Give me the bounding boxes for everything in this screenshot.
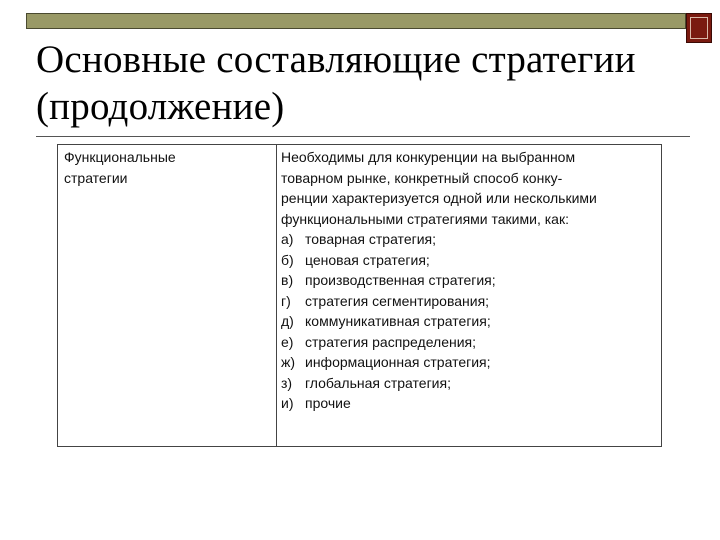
- top-decorative-bar: [26, 13, 686, 29]
- description-line: функциональными стратегиями такими, как:: [281, 210, 569, 227]
- description-line: Необходимы для конкуренции на выбранном: [281, 149, 576, 165]
- list-item: [281, 229, 657, 250]
- list-item-marker: г): [281, 292, 291, 309]
- description-line: товарном рынке, конкретный способ конку-: [281, 169, 563, 186]
- list-item-marker: и): [281, 395, 294, 411]
- description-line: ренции характеризуется одной или несколькими: [281, 190, 597, 206]
- title-divider: [36, 136, 690, 137]
- list-item-marker: в): [281, 272, 294, 288]
- list-item-marker: з): [281, 374, 293, 391]
- strategy-table: [57, 144, 662, 447]
- list-item-marker: а): [281, 231, 294, 247]
- list-item: [281, 373, 657, 394]
- list-item-marker: б): [281, 251, 294, 268]
- list-item-marker: ж): [281, 354, 296, 370]
- corner-square-inner: [690, 17, 708, 39]
- slide-title-line-2: (продолжение): [36, 85, 285, 128]
- list-item-text: информационная стратегия;: [305, 354, 491, 370]
- list-item-text: коммуникативная стратегия;: [305, 313, 491, 329]
- slide-title: [36, 36, 676, 130]
- list-item-text: прочие: [305, 395, 351, 411]
- list-item: [281, 352, 657, 373]
- category-line-2: стратегии: [64, 169, 128, 186]
- category-line-1: Функциональные: [64, 149, 176, 165]
- list-item-marker: е): [281, 333, 294, 350]
- list-item: [281, 311, 657, 332]
- table-cell-description: [277, 145, 661, 446]
- list-item: [281, 250, 657, 271]
- list-item-text: глобальная стратегия;: [305, 374, 451, 391]
- list-item-text: ценовая стратегия;: [305, 251, 430, 268]
- list-item: [281, 270, 657, 291]
- table-cell-category: [58, 145, 277, 446]
- list-item: [281, 332, 657, 353]
- list-item: [281, 393, 657, 414]
- list-item-text: товарная стратегия;: [305, 231, 436, 247]
- slide-title-line-1: Основные составляющие стратегии: [36, 38, 636, 81]
- list-item-text: производственная стратегия;: [305, 272, 496, 288]
- list-item: [281, 291, 657, 312]
- list-item-text: стратегия распределения;: [305, 333, 477, 350]
- corner-square-icon: [686, 13, 712, 43]
- list-item-text: стратегия сегментирования;: [305, 292, 490, 309]
- list-item-marker: д): [281, 313, 294, 329]
